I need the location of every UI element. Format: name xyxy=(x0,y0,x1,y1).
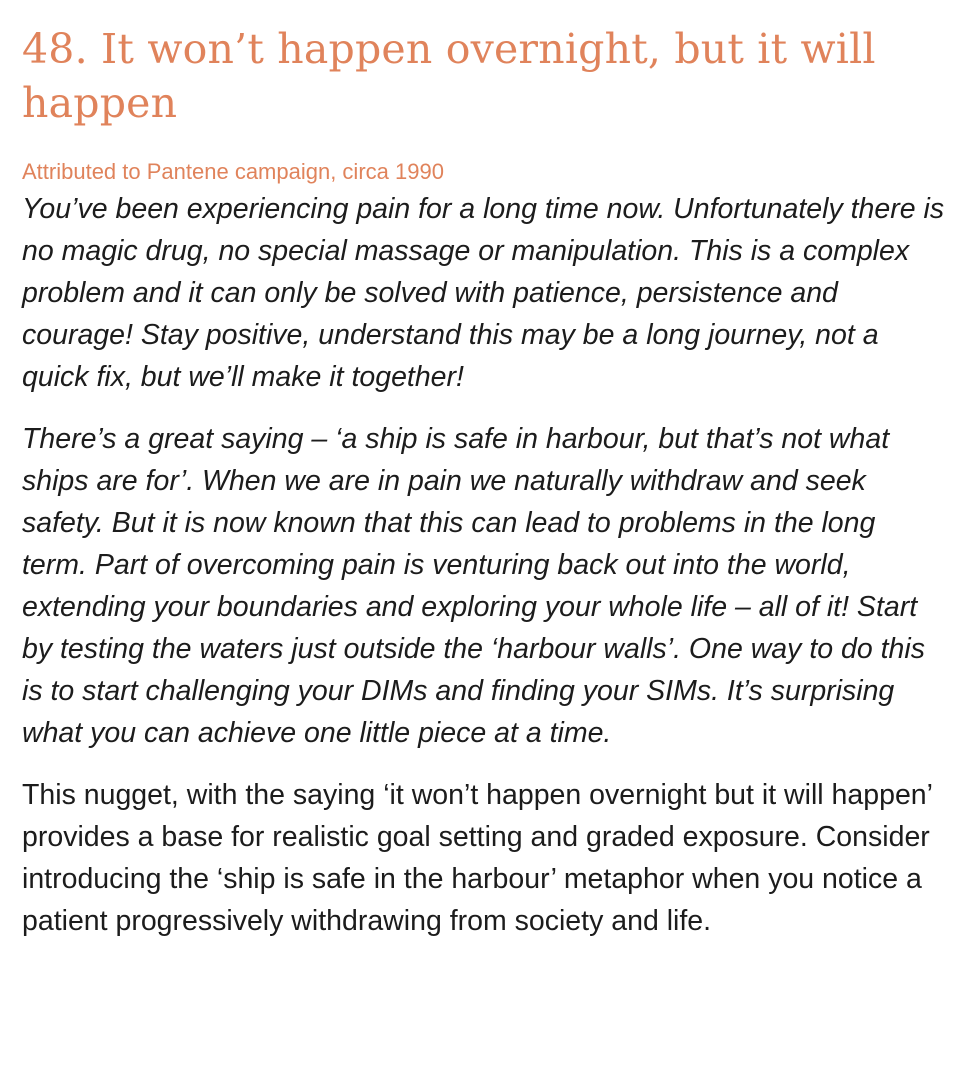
section-title: 48. It won’t happen overnight, but it will happen xyxy=(22,25,876,127)
document-page xyxy=(22,22,947,942)
commentary-paragraph: This nugget, with the saying ‘it won’t happen overnight but it will happen’ provides a base for realistic goal setting and graded exposure. Consider introducing the ‘ship is safe in the harbour’ metaphor when you notice a patient progressively withdrawing from society and life. xyxy=(22,779,932,937)
attribution-line: Attributed to Pantene campaign, circa 1990 xyxy=(22,159,444,184)
quote-paragraph-1: You’ve been experiencing pain for a long time now. Unfortunately there is no magic drug, no special massage or manipulation. This is a complex problem and it can only be solved with patience, persistence and courage! Stay positive, understand this may be a long journey, not a quick fix, but we’ll make it together! xyxy=(22,193,945,393)
quote-paragraph-2: There’s a great saying – ‘a ship is safe in harbour, but that’s not what ships are for’. When we are in pain we naturally withdraw and seek safety. But it is now known that this can lead to problems in the long term. Part of overcoming pain is venturing back out into the world, extending your boundaries and exploring your whole life – all of it! Start by testing the waters just outside the ‘harbour walls’. One way to do this is to start challenging your DIMs and finding your SIMs. It’s surprising what you can achieve one little piece at a time. xyxy=(22,423,925,749)
